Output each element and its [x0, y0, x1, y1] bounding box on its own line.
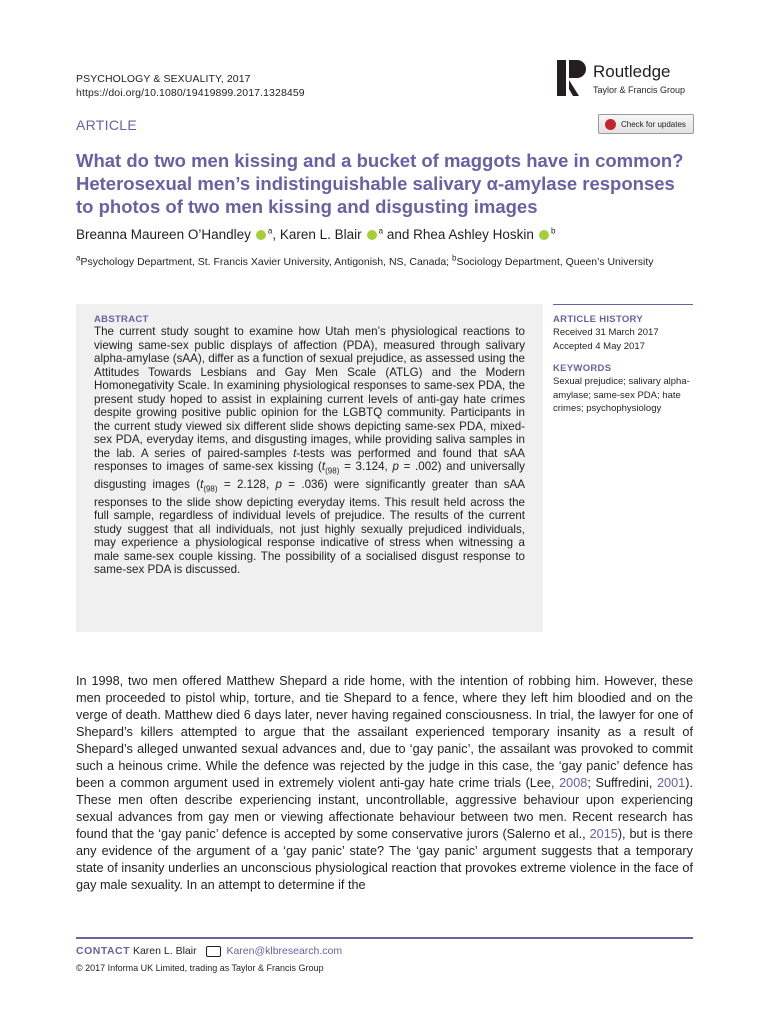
sidebar-divider: [553, 304, 693, 305]
affiliation-mark: a: [76, 253, 81, 263]
contact-line: [76, 945, 342, 958]
affiliations: [76, 253, 692, 269]
contact-label: CONTACT: [76, 945, 131, 957]
abstract-segment: -tests was performed and found that sAA responses to images of same-sex kissing (: [94, 446, 525, 473]
body-segment: ; Suffredini,: [587, 776, 657, 790]
orcid-icon[interactable]: [539, 230, 549, 240]
body-segment: ), but is there any evidence of the argument of a ‘gay panic’ state? The ‘gay panic’ argument suggests that a temporary state of insanity underlies an unconscious physiological reaction that provokes extreme violence in the face of gay male sexuality. In an attempt to determine if the: [76, 827, 693, 892]
abstract-segment: = .002) and universally disgusting images (: [94, 460, 525, 491]
article-type-label: ARTICLE: [76, 117, 137, 133]
keywords-heading: KEYWORDS: [553, 363, 612, 374]
keywords-list: Sexual prejudice; salivary alpha-amylase; same-sex PDA; hate crimes; psychophysiology: [553, 376, 690, 414]
orcid-icon[interactable]: [367, 230, 377, 240]
affiliation-mark: b: [452, 253, 457, 263]
author-affiliation-mark: b: [550, 226, 556, 236]
abstract-heading: ABSTRACT: [94, 314, 149, 325]
contact-name: Karen L. Blair: [132, 945, 197, 957]
abstract-italic: p: [275, 477, 282, 491]
abstract-italic: t: [293, 446, 297, 460]
abstract-subscript: (98): [203, 484, 218, 494]
author-name[interactable]: Karen L. Blair: [279, 227, 362, 242]
received-date: Received 31 March 2017: [553, 327, 659, 338]
contact-email-link[interactable]: Karen@klbresearch.com: [226, 945, 343, 957]
citation-link[interactable]: 2001: [657, 776, 686, 790]
check-for-updates-button[interactable]: [598, 114, 694, 134]
author-affiliation-mark: a: [267, 226, 273, 236]
logo-name: Routledge: [593, 62, 671, 81]
author-name[interactable]: Rhea Ashley Hoskin: [413, 227, 534, 242]
check-for-updates-label: Check for updates: [621, 119, 686, 129]
mail-icon: [206, 946, 221, 957]
abstract-italic: p: [392, 460, 399, 473]
abstract-italic: t: [200, 477, 204, 491]
author-list: [76, 226, 696, 244]
body-paragraph: [76, 673, 693, 894]
copyright-notice: © 2017 Informa UK Limited, trading as Taylor & Francis Group: [76, 963, 324, 973]
affiliation-b: Sociology Department, Queen’s University: [456, 256, 654, 268]
doi-link[interactable]: https://doi.org/10.1080/19419899.2017.1328459: [76, 87, 305, 99]
routledge-logo: [555, 58, 695, 100]
abstract-segment: = 2.128,: [217, 477, 276, 491]
journal-name: PSYCHOLOGY & SEXUALITY, 2017: [76, 73, 251, 85]
abstract-segment: = .036) were significantly greater than sAA responses to the slide show depicting everyday items. This result held across the full sample, regardless of individual levels of prejudice. The results of the current study suggest that all individuals, not just highly sexually prejudiced individuals, may experience a physiological response indicative of stress when witnessing a male same-sex couple kissing. The possibility of a socialised disgust response to same-sex PDA is discussed.: [94, 477, 525, 577]
article-title: What do two men kissing and a bucket of maggots have in common? Heterosexual men’s indistinguishable salivary α-amylase responses to photos of two men kissing and disgusting images: [76, 150, 684, 217]
crossmark-icon: [605, 119, 616, 130]
citation-link[interactable]: 2015: [589, 827, 618, 841]
routledge-r-icon: [555, 58, 589, 98]
abstract-text: [94, 325, 525, 577]
article-history-heading: ARTICLE HISTORY: [553, 314, 644, 325]
abstract-segment: = 3.124,: [339, 460, 393, 473]
orcid-icon[interactable]: [256, 230, 266, 240]
contact-divider: [76, 937, 693, 939]
abstract-segment: The current study sought to examine how Utah men’s physiological reactions to viewing same-sex public displays of affection (PDA), measured through salivary alpha-amylase (sAA), differ as a function of sexual prejudice, as assessed using the Attitudes Towards Lesbians and Gay Men Scale (ATLG) and the Modern Homonegativity Scale. In examining physiological responses to same-sex PDA, the present study hoped to assist in explaining current levels of anti-gay hate crimes despite growing positive public opinion for the LGBTQ community. Participants in the current study viewed six different slide shows depicting same-sex PDA, mixed-sex PDA, everyday items, and disgusting images, while providing saliva samples in the lab. A series of paired-samples: [94, 325, 525, 460]
affiliation-a: Psychology Department, St. Francis Xavier University, Antigonish, NS, Canada;: [80, 256, 453, 268]
journal-header: [76, 72, 305, 100]
logo-subtitle: Taylor & Francis Group: [593, 85, 686, 95]
author-name[interactable]: Breanna Maureen O’Handley: [76, 227, 251, 242]
author-separator: and: [383, 227, 414, 242]
author-separator: ,: [272, 227, 280, 242]
accepted-date: Accepted 4 May 2017: [553, 341, 645, 352]
author-affiliation-mark: a: [378, 226, 384, 236]
body-segment: In 1998, two men offered Matthew Shepard a ride home, with the intention of robbing him. However, these men proceeded to pistol whip, torture, and tie Shepard to a fence, where they left him bloodied and on the verge of death. Matthew died 6 days later, never having regained consciousness. In trial, the lawyer for one of Shepard’s killers attempted to argue that the assailant experienced temporary insanity as a result of Shepard’s alleged unwanted sexual advances and, due to ‘gay panic’, the assailant was provoked to commit such a heinous crime. While the defence was rejected by the judge in this case, the ‘gay panic’ defence has been a common argument used in extremely violent anti-gay hate crime trials (Lee,: [76, 674, 693, 790]
abstract-italic: t: [321, 460, 326, 473]
abstract-subscript: (98): [325, 466, 340, 476]
citation-link[interactable]: 2008: [559, 776, 588, 790]
body-segment: ). These men often describe experiencing instant, uncontrollable, aggressive behaviour upon experiencing sexual advances from gay men or viewing affectionate behaviour between two men. Recent research has found that the ‘gay panic’ defence is accepted by some conservative jurors (Salerno et al.,: [76, 776, 693, 841]
